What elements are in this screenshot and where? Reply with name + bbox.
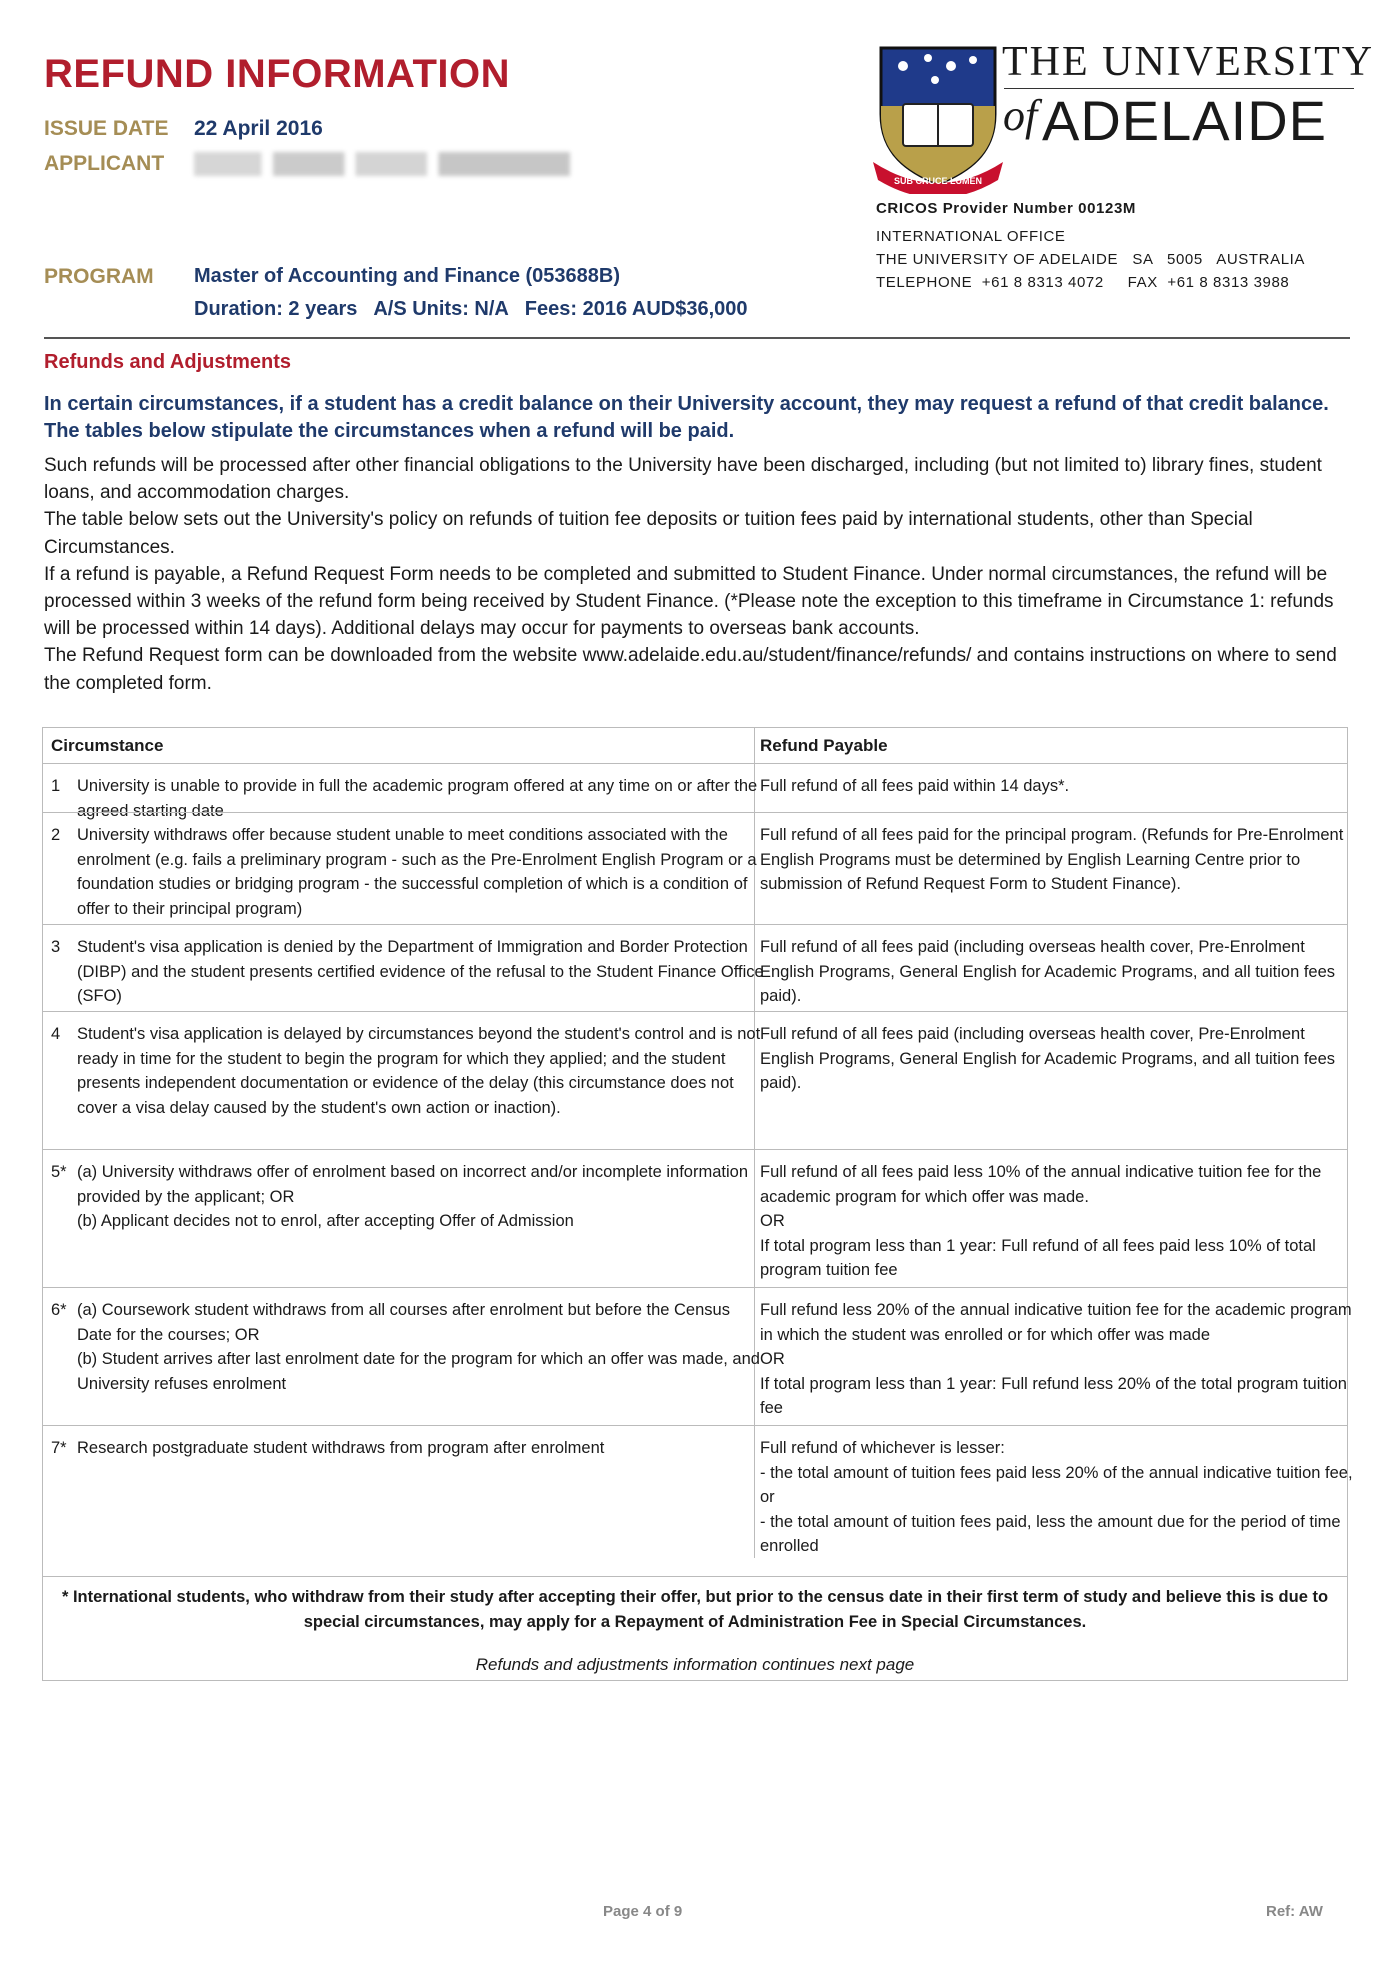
table-header-refund: Refund Payable	[760, 736, 888, 755]
table-row	[43, 1425, 1353, 1559]
office-address: THE UNIVERSITY OF ADELAIDE SA 5005 AUSTRALIA	[876, 251, 1306, 268]
university-name-line2: ADELAIDE	[1042, 89, 1327, 152]
body-paragraph: If a refund is payable, a Refund Request Form needs to be completed and submitted to Student Finance. Under normal circumstances, the refund will be processed within 3 weeks of the refund form being received by Student Finance. (*Please note the exception to this timeframe in Circumstance 1: refunds will be processed within 14 days). Additional delays may occur for payments to overseas bank accounts.	[44, 563, 1334, 640]
office-name: INTERNATIONAL OFFICE	[876, 228, 1066, 245]
table-footnote: * International students, who withdraw from their study after accepting their offer, but prior to the census date in their first term of study and believe this is due to special circumstances, may apply for a Repayment of Administration Fee in Special Circumstances.	[43, 1576, 1347, 1635]
header-divider	[44, 337, 1350, 339]
program-details: Duration: 2 years A/S Units: N/A Fees: 2016 AUD$36,000	[194, 298, 748, 320]
table-row	[43, 1149, 1347, 1278]
row-circumstance: (a) Coursework student withdraws from all courses after enrolment but before the Census Date for the courses; OR (b) Student arrives after last enrolment date for the program for which an offer was made, and University refuses enrolment	[77, 1301, 760, 1393]
body-paragraph: The table below sets out the University's policy on refunds of tuition fee deposits or tuition fees paid by international students, other than Special Circumstances.	[44, 509, 1253, 558]
row-circumstance: (a) University withdraws offer of enrolment based on incorrect and/or incomplete information provided by the applicant; OR (b) Applicant decides not to enrol, after accepting Offer of Admission	[77, 1163, 749, 1231]
section-lead: In certain circumstances, if a student has a credit balance on their University account, they may request a refund of that credit balance. The tables below stipulate the circumstances when a refund will be paid.	[44, 393, 1329, 442]
applicant-name-redacted	[194, 152, 570, 176]
program-label: PROGRAM	[44, 265, 154, 288]
table-row	[43, 812, 1347, 918]
row-circumstance: Research postgraduate student withdraws from program after enrolment	[77, 1439, 605, 1457]
row-circumstance: Student's visa application is denied by the Department of Immigration and Border Protection (DIBP) and the student presents certified evidence of the refusal to the Student Finance Office (SFO)	[77, 938, 764, 1006]
table-row	[43, 1287, 1352, 1418]
continues-note: Refunds and adjustments information continues next page	[475, 1655, 915, 1674]
refund-table	[42, 727, 1353, 1681]
body-paragraph: The Refund Request form can be downloaded from the website www.adelaide.edu.au/student/finance/refunds/ and contains instructions on where to send the completed form.	[44, 645, 1337, 694]
reference-code: Ref: AW	[1266, 1903, 1323, 1920]
applicant-label: APPLICANT	[44, 152, 165, 175]
issue-date-value: 22 April 2016	[194, 117, 323, 140]
table-row	[43, 763, 1347, 820]
row-number: 6*	[51, 1301, 67, 1319]
row-refund: Full refund less 20% of the annual indicative tuition fee for the academic program in which the student was enrolled or for which offer was made OR If total program less than 1 year: Full refund less 20% of the total program tuition fee	[760, 1301, 1352, 1418]
issue-date-label: ISSUE DATE	[44, 117, 169, 140]
table-header-circumstance: Circumstance	[51, 736, 164, 755]
row-number: 5*	[51, 1163, 67, 1181]
office-phone-fax: TELEPHONE +61 8 8313 4072 FAX +61 8 8313 3988	[876, 274, 1290, 291]
table-row	[43, 1011, 1347, 1139]
section-heading: Refunds and Adjustments	[44, 351, 292, 373]
crest-motto: SUB CRUCE LUMEN	[893, 176, 983, 186]
university-crest-logo	[873, 44, 1003, 194]
row-refund: Full refund of all fees paid (including overseas health cover, Pre-Enrolment English Programs, General English for Academic Programs, and all tuition fees paid).	[760, 1025, 1336, 1093]
row-refund: Full refund of whichever is lesser: - the total amount of tuition fees paid less 20% of the annual indicative tuition fee, or - the total amount of tuition fees paid, less the amount due for the period of time enrolled	[760, 1439, 1353, 1556]
page-number: Page 4 of 9	[603, 1903, 683, 1920]
row-refund: Full refund of all fees paid (including overseas health cover, Pre-Enrolment English Programs, General English for Academic Programs, and all tuition fees paid).	[760, 938, 1336, 1006]
row-number: 1	[51, 777, 61, 795]
program-name: Master of Accounting and Finance (053688B)	[194, 265, 621, 287]
row-refund: Full refund of all fees paid less 10% of the annual indicative tuition fee for the academic program for which offer was made. OR If total program less than 1 year: Full refund of all fees paid less 10% of total program tuition fee	[760, 1163, 1322, 1280]
row-number: 4	[51, 1025, 61, 1043]
body-paragraph: Such refunds will be processed after other financial obligations to the University have been discharged, including (but not limited to) library fines, student loans, and accommodation charges.	[44, 455, 1322, 504]
row-refund: Full refund of all fees paid within 14 days*.	[760, 777, 1070, 795]
university-name-of: of	[1003, 91, 1038, 140]
cricos-number: CRICOS Provider Number 00123M	[876, 200, 1136, 217]
row-circumstance: Student's visa application is delayed by circumstances beyond the student's control and is not ready in time for the student to begin the program for which they applied; and the student presents independent documentation or evidence of the delay (this circumstance does not cover a visa delay caused by the student's own action or inaction).	[77, 1025, 761, 1117]
row-number: 2	[51, 826, 61, 844]
section-body	[44, 452, 1354, 697]
university-name-line1: THE UNIVERSITY	[1002, 39, 1375, 85]
row-circumstance: University withdraws offer because student unable to meet conditions associated with the enrolment (e.g. fails a preliminary program - such as the Pre-Enrolment English Program or a foundation studies or bridging program - the successful completion of which is a condition of offer to their principal program)	[77, 826, 757, 918]
row-refund: Full refund of all fees paid for the principal program. (Refunds for Pre-Enrolment English Programs must be determined by English Learning Centre prior to submission of Refund Request Form to Student Finance).	[760, 826, 1344, 894]
table-row	[43, 924, 1347, 1005]
row-number: 7*	[51, 1439, 67, 1457]
row-circumstance: University is unable to provide in full the academic program offered at any time on or after the agreed starting date	[77, 777, 758, 820]
row-number: 3	[51, 938, 61, 956]
document-title: REFUND INFORMATION	[44, 52, 510, 96]
